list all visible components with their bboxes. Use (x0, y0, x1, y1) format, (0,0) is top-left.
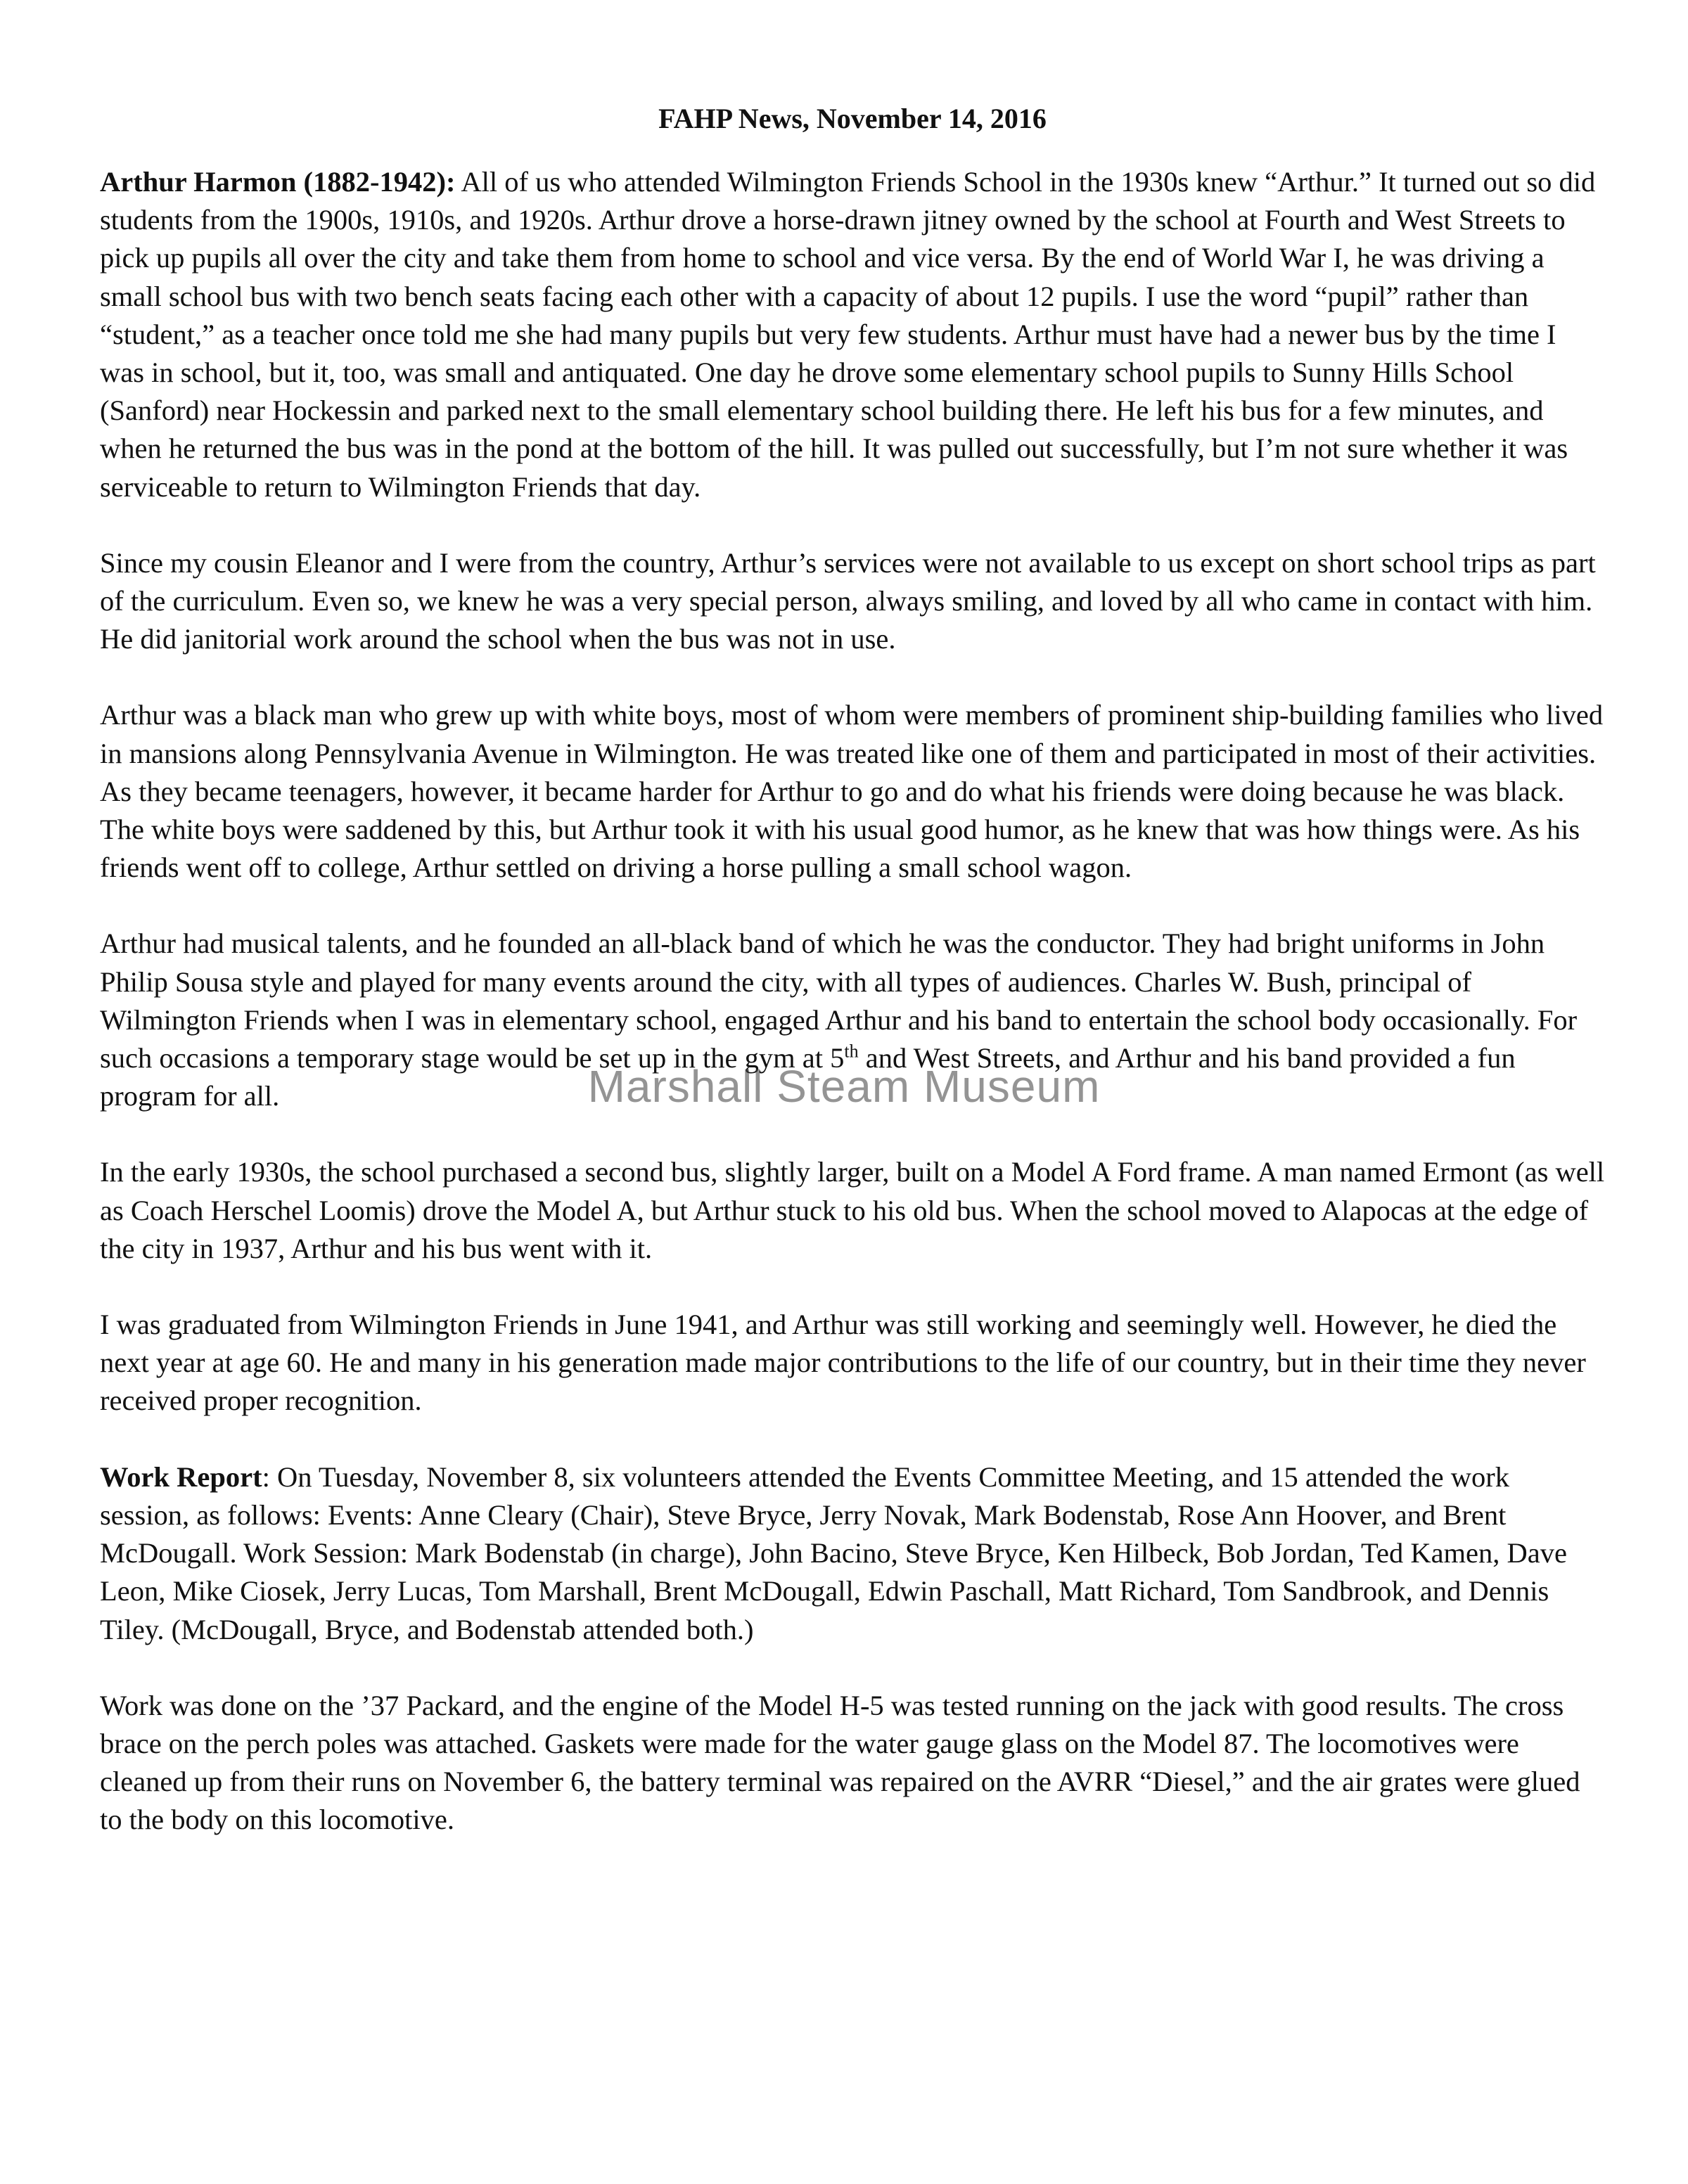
watermark: Marshall Steam Museum (587, 1061, 1101, 1112)
paragraph-work-details: Work was done on the ’37 Packard, and the engine of the Model H-5 was tested running on the jack with good results. The cross brace on the perch poles was attached. Gaskets were made for the water gauge glass on the Model 87. The locomotives were cleaned up from their runs on November 6, the battery terminal was repaired on the AVRR “Diesel,” and the air grates were glued to the body on this locomotive. (100, 1689, 1580, 1836)
page-title: FAHP News, November 14, 2016 (658, 103, 1047, 134)
paragraph-second-bus: In the early 1930s, the school purchased a second bus, slightly larger, built on a Model A Ford frame. A man named Ermont (as well as Coach Herschel Loomis) drove the Model A, but Arthur stuck to his old bus. When the school moved to Alapocas at the edge of the city in 1937, Arthur and his bus went with it. (100, 1156, 1605, 1264)
paragraph-text: and West Streets, and Arthur and his band provided a fun program for all. (100, 1042, 1516, 1112)
paragraph-text: All of us who attended Wilmington Friends School in the 1930s knew “Arthur.” It turned out so did students from the 1900s, 1910s, and 1920s. Arthur drove a horse-drawn jitney owned by the school at Fourth and West Streets to pick up pupils all over the city and take them from home to school and vice versa. By the end of World War I, he was driving a small school bus with two bench seats facing each other with a capacity of about 12 pupils. I use the word “pupil” rather than “student,” as a teacher once told me she had many pupils but very few students. Arthur must have had a newer bus by the time I was in school, but it, too, was small and antiquated. One day he drove some elementary school pupils to Sunny Hills School (Sanford) near Hockessin and parked next to the small elementary school building there. He left his bus for a few minutes, and when he returned the bus was in the pond at the bottom of the hill. It was pulled out successfully, but I’m not sure whether it was serviceable to return to Wilmington Friends that day. (100, 166, 1596, 503)
section-heading-work-report: Work Report (100, 1460, 262, 1493)
section-heading-arthur-harmon: Arthur Harmon (1882-1942): (100, 166, 456, 198)
superscript-ordinal: th (844, 1041, 859, 1062)
paragraph-childhood: Arthur was a black man who grew up with white boys, most of whom were members of prominent ship-building families who lived in mansions along Pennsylvania Avenue in Wilmington. He was treated like one of them and participated in most of their activities. As they became teenagers, however, it became harder for Arthur to go and do what his friends were doing because he was black. The white boys were saddened by this, but Arthur took it with his usual good humor, as he knew that was how things were. As his friends went off to college, Arthur settled on driving a horse pulling a small school wagon. (100, 699, 1604, 884)
paragraph-text: : On Tuesday, November 8, six volunteers attended the Events Committee Meeting, and 15 attended the work session, as follows: Events: Anne Cleary (Chair), Steve Bryce, Jerry Novak, Mark Bodenstab, Rose Ann Hoover, and Brent McDougall. Work Session: Mark Bodenstab (in charge), John Bacino, Steve Bryce, Ken Hilbeck, Bob Jordan, Ted Kamen, Dave Leon, Mike Ciosek, Jerry Lucas, Tom Marshall, Brent McDougall, Edwin Paschall, Matt Richard, Tom Sandbrook, and Dennis Tiley. (McDougall, Bryce, and Bodenstab attended both.) (100, 1460, 1567, 1645)
paragraph-text: Arthur had musical talents, and he founded an all-black band of which he was the conductor. They had bright uniforms in John Philip Sousa style and played for many events around the city, with all types of audiences. Charles W. Bush, principal of Wilmington Friends when I was in elementary school, engaged Arthur and his band to entertain the school body occasionally. For such occasions a temporary stage would be set up in the gym at 5 (100, 927, 1578, 1074)
paragraph-graduation: I was graduated from Wilmington Friends in June 1941, and Arthur was still working and seemingly well. However, he died the next year at age 60. He and many in his generation made major contributions to the life of our country, but in their time they never received proper recognition. (100, 1309, 1586, 1417)
paragraph-band (100, 925, 1605, 1115)
paragraph-work-report (100, 1458, 1605, 1649)
paragraph-arthur-intro (100, 163, 1605, 506)
document-page (100, 100, 1605, 1877)
paragraph-cousin-eleanor: Since my cousin Eleanor and I were from the country, Arthur’s services were not available to us except on short school trips as part of the curriculum. Even so, we knew he was a very special person, always smiling, and loved by all who came in contact with him. He did janitorial work around the school when the bus was not in use. (100, 546, 1596, 655)
